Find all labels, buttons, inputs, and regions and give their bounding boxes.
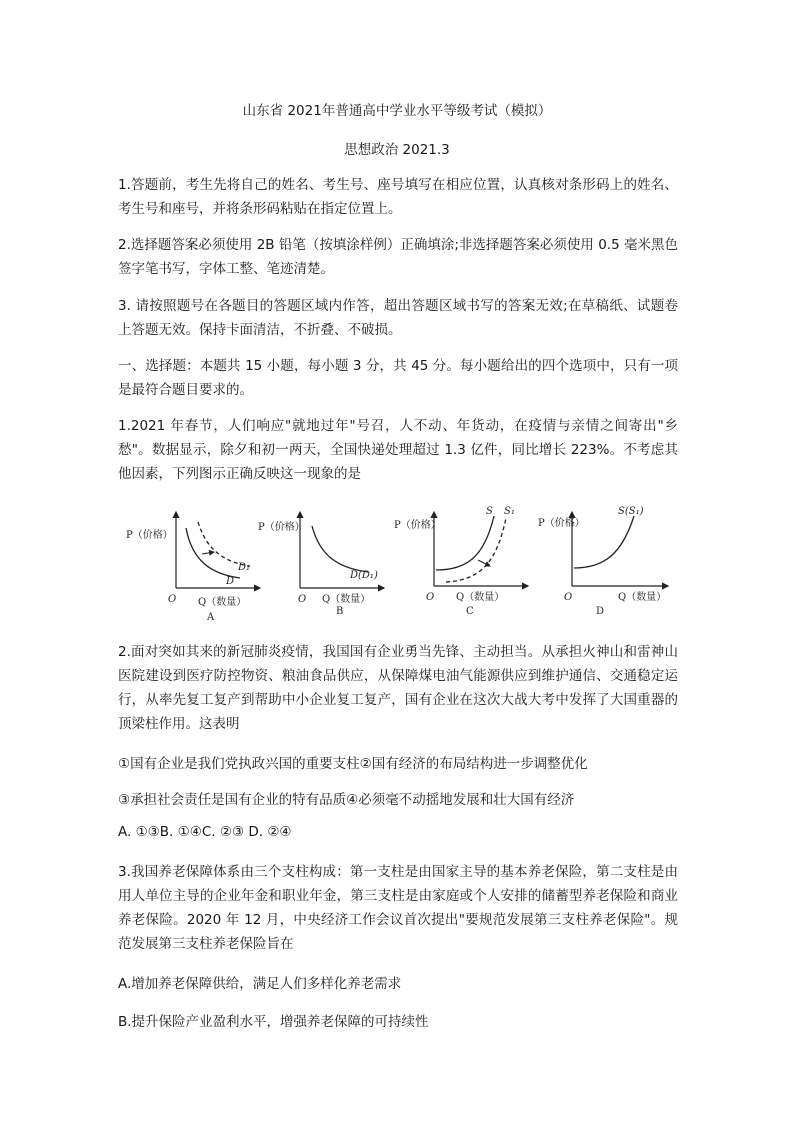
graph-d-ylabel: P（价格） (538, 518, 585, 529)
graph-c-curve-s: S (486, 506, 493, 517)
graph-d-xlabel: Q（数量） (618, 592, 667, 603)
graph-c-origin: O (426, 592, 435, 603)
graph-a-origin: O (168, 594, 177, 605)
graph-a-xlabel: Q（数量） (198, 597, 247, 608)
instruction-2: 2.选择题答案必须使用 2B 铅笔（按填涂样例）正确填涂;非选择题答案必须使用 0.5 毫米黑色签字笔书写，字体工整、笔迹清楚。 (118, 237, 678, 277)
question-2-options: A. ①③B. ①④C. ②③ D. ②④ (118, 824, 292, 840)
graph-d (538, 498, 678, 630)
graph-b-xlabel: Q（数量） (322, 594, 371, 605)
exam-subject: 思想政治 2021.3 (344, 142, 450, 158)
graph-a-curve-d1: D₁ (238, 562, 251, 573)
graph-b-curve: D(D₁) (350, 570, 378, 581)
graph-c (394, 498, 544, 630)
question-1-figures (118, 498, 678, 626)
graph-b-ylabel: P（价格） (258, 522, 305, 533)
question-3-stem: 3.我国养老保障体系由三个支柱构成：第一支柱是由国家主导的基本养老保险，第二支柱是由用人单位主导的企业年金和职业年金，第三支柱是由家庭或个人安排的储蓄型养老保险和商业养老保险。2020 年 12 月，中央经济工作会议首次提出"要规范发展第三支柱养老保险"。规范发展第三支柱养老保险旨在 (118, 864, 678, 952)
graph-b (258, 498, 398, 630)
question-1-stem: 1.2021 年春节，人们响应"就地过年"号召，人不动、年货动，在疫情与亲情之间寄出"乡愁"。数据显示，除夕和初一两天，全国快递处理超过 1.3 亿件，同比增长 223%。不考虑其他因素，下列图示正确反映这一现象的是 (118, 418, 678, 482)
question-2-stem: 2.面对突如其来的新冠肺炎疫情，我国国有企业勇当先锋、主动担当。从承担火神山和雷神山医院建设到医疗防控物资、粮油食品供应，从保障煤电油气能源供应到维护通信、交通稳定运行，从率先复工复产到帮助中小企业复工复产，国有企业在这次大战大考中发挥了大国重器的顶梁柱作用。这表明 (118, 644, 678, 732)
graph-b-origin: O (298, 594, 307, 605)
instruction-1: 1.答题前，考生先将自己的姓名、考生号、座号填写在相应位置，认真核对条形码上的姓名、考生号和座号，并将条形码粘贴在指定位置上。 (118, 177, 678, 217)
question-3-option-b: B.提升保险产业盈利水平，增强养老保障的可持续性 (118, 1014, 429, 1030)
graph-a (118, 498, 268, 630)
instruction-3: 3. 请按照题号在各题目的答题区域内作答，超出答题区域书写的答案无效;在草稿纸、试题卷上答题无效。保持卡面清洁，不折叠、不破损。 (118, 298, 678, 338)
question-2-statements-2: ③承担社会责任是国有企业的特有品质④必须毫不动摇地发展和壮大国有经济 (118, 792, 575, 808)
graph-a-ylabel: P（价格） (126, 530, 173, 541)
graph-c-xlabel: Q（数量） (456, 592, 505, 603)
exam-title: 山东省 2021年普通高中学业水平等级考试（模拟） (242, 103, 552, 119)
graph-d-letter: D (596, 606, 605, 617)
graph-c-curve-s1: S₁ (504, 506, 515, 517)
graph-a-curve-d: D (226, 576, 235, 587)
section-heading: 一、选择题：本题共 15 小题，每小题 3 分，共 45 分。每小题给出的四个选项中，只有一项是最符合题目要求的。 (118, 358, 678, 398)
question-3-option-a: A.增加养老保障供给，满足人们多样化养老需求 (118, 976, 402, 992)
graph-d-origin: O (564, 592, 573, 603)
question-2-statements-1: ①国有企业是我们党执政兴国的重要支柱②国有经济的布局结构进一步调整优化 (118, 756, 588, 772)
graph-d-curve: S(S₁) (618, 506, 644, 517)
graph-c-letter: C (466, 606, 474, 617)
graph-a-letter: A (207, 612, 215, 623)
graph-c-ylabel: P（价格） (394, 520, 441, 531)
graph-b-letter: B (336, 606, 344, 617)
